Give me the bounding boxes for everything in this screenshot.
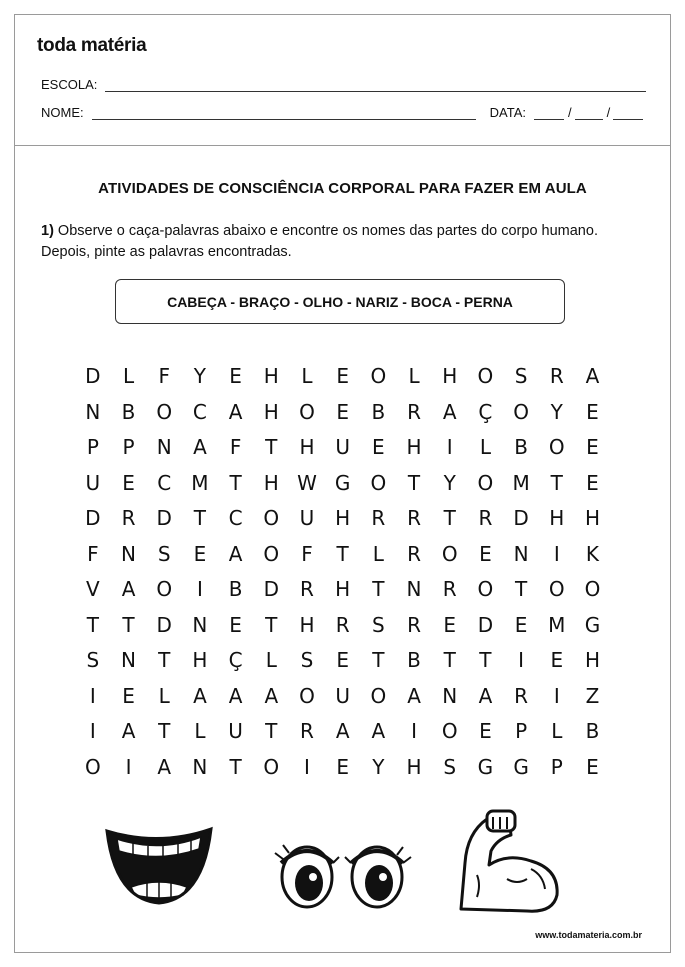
grid-letter[interactable]: O — [548, 577, 565, 601]
grid-row — [75, 643, 610, 679]
grid-letter[interactable]: R — [371, 506, 386, 530]
grid-letter[interactable]: A — [371, 719, 386, 743]
grid-letter[interactable]: O — [477, 364, 494, 388]
grid-row — [75, 608, 610, 644]
grid-letter[interactable]: R — [514, 683, 529, 708]
grid-letter[interactable]: A — [335, 719, 350, 743]
grid-letter[interactable]: U — [335, 683, 350, 708]
grid-letter[interactable]: T — [86, 612, 99, 637]
grid-letter[interactable]: I — [304, 754, 310, 779]
grid-letter[interactable]: B — [585, 719, 600, 743]
grid-letter[interactable]: T — [122, 612, 135, 637]
grid-letter[interactable]: O — [370, 683, 387, 708]
grid-letter[interactable]: I — [411, 719, 417, 743]
grid-letter[interactable]: A — [228, 541, 243, 566]
nome-data-field — [41, 105, 646, 120]
grid-letter[interactable]: O — [263, 506, 280, 530]
grid-letter[interactable]: I — [553, 541, 560, 566]
date-separator: / — [606, 105, 611, 120]
grid-letter[interactable]: T — [265, 719, 278, 743]
grid-letter[interactable]: B — [407, 648, 421, 672]
grid-letter[interactable]: E — [514, 612, 528, 637]
grid-letter[interactable]: E — [193, 541, 207, 566]
grid-letter[interactable]: E — [229, 364, 242, 388]
grid-letter[interactable]: H — [263, 470, 279, 495]
grid-letter[interactable]: B — [514, 435, 528, 459]
grid-letter[interactable]: L — [408, 364, 420, 388]
grid-letter[interactable]: R — [407, 506, 421, 530]
grid-letter[interactable]: T — [479, 648, 492, 672]
grid-letter[interactable]: U — [299, 506, 315, 530]
grid-letter[interactable]: R — [121, 506, 136, 530]
page-title: ATIVIDADES DE CONSCIÊNCIA CORPORAL PARA FAZER EM AULA — [98, 180, 587, 197]
grid-letter[interactable]: N — [156, 435, 172, 459]
data-day-line[interactable] — [534, 107, 564, 120]
grid-letter[interactable]: Y — [372, 754, 385, 779]
grid-row — [75, 430, 610, 466]
data-label: DATA: — [489, 105, 526, 120]
grid-letter[interactable]: G — [584, 612, 601, 637]
grid-letter[interactable]: T — [443, 648, 456, 672]
grid-letter[interactable]: T — [514, 577, 528, 601]
grid-letter[interactable]: R — [407, 399, 421, 424]
grid-letter[interactable]: V — [86, 577, 100, 601]
grid-letter[interactable]: H — [263, 399, 279, 424]
grid-letter[interactable]: A — [193, 683, 207, 708]
data-month-line[interactable] — [575, 107, 603, 120]
grid-letter[interactable]: E — [586, 435, 599, 459]
grid-letter[interactable]: I — [518, 648, 525, 672]
grid-letter[interactable]: O — [441, 541, 458, 566]
grid-letter[interactable]: T — [336, 541, 349, 566]
grid-letter[interactable]: P — [550, 754, 563, 779]
grid-letter[interactable]: S — [157, 541, 171, 566]
grid-letter[interactable]: O — [156, 577, 173, 601]
grid-letter[interactable]: H — [263, 364, 279, 388]
grid-letter[interactable]: E — [336, 754, 349, 779]
grid-letter[interactable]: O — [156, 399, 173, 424]
grid-letter[interactable]: S — [514, 364, 528, 388]
grid-letter[interactable]: A — [442, 399, 457, 424]
grid-letter[interactable]: U — [335, 435, 350, 459]
header — [15, 15, 670, 146]
grid-letter[interactable]: T — [229, 470, 242, 495]
grid-letter[interactable]: N — [406, 577, 422, 601]
grid-letter[interactable]: R — [442, 577, 457, 601]
grid-letter[interactable]: R — [335, 612, 350, 637]
grid-letter[interactable]: L — [551, 719, 563, 743]
grid-letter[interactable]: L — [122, 364, 135, 388]
grid-letter[interactable]: D — [156, 612, 172, 637]
grid-letter[interactable]: H — [442, 364, 458, 388]
grid-letter[interactable]: S — [86, 648, 100, 672]
escola-label: ESCOLA: — [41, 77, 98, 92]
grid-letter[interactable]: I — [553, 683, 560, 708]
grid-row — [75, 714, 610, 750]
grid-letter[interactable]: S — [443, 754, 457, 779]
grid-letter[interactable]: A — [121, 719, 136, 743]
grid-letter[interactable]: T — [372, 577, 385, 601]
grid-letter[interactable]: E — [336, 364, 349, 388]
grid-letter[interactable]: P — [515, 719, 528, 743]
grid-letter[interactable]: M — [548, 612, 566, 637]
word-search-grid — [75, 359, 610, 785]
grid-letter[interactable]: A — [157, 754, 172, 779]
grid-letter[interactable]: N — [121, 541, 137, 566]
grid-row — [75, 395, 610, 431]
grid-letter[interactable]: H — [406, 435, 422, 459]
grid-letter[interactable]: E — [550, 648, 564, 672]
grid-letter[interactable]: O — [548, 435, 565, 459]
grid-letter[interactable]: E — [586, 399, 599, 424]
grid-letter[interactable]: D — [263, 577, 279, 601]
grid-letter[interactable]: B — [371, 399, 386, 424]
grid-row — [75, 501, 610, 537]
word-list-box — [115, 279, 565, 324]
grid-letter[interactable]: O — [263, 541, 280, 566]
grid-letter[interactable]: N — [85, 399, 101, 424]
grid-letter[interactable]: R — [407, 541, 421, 566]
flexed-arm-icon — [447, 805, 567, 915]
grid-letter[interactable]: Y — [443, 470, 456, 495]
grid-letter[interactable]: L — [301, 364, 313, 388]
grid-letter[interactable]: N — [121, 648, 137, 672]
grid-letter[interactable]: G — [513, 754, 529, 779]
grid-letter[interactable]: H — [299, 435, 315, 459]
grid-letter[interactable]: F — [158, 364, 170, 388]
grid-letter[interactable]: N — [192, 754, 208, 779]
grid-letter[interactable]: D — [85, 364, 101, 388]
grid-row — [75, 572, 610, 608]
grid-letter[interactable]: O — [263, 754, 280, 779]
question-1 — [41, 221, 641, 263]
grid-letter[interactable]: E — [336, 399, 349, 424]
grid-letter[interactable]: E — [229, 612, 242, 637]
grid-letter[interactable]: O — [584, 577, 601, 601]
question-number: 1) — [41, 223, 54, 239]
grid-letter[interactable]: D — [513, 506, 529, 530]
grid-letter[interactable]: A — [585, 364, 600, 388]
question-text: Observe o caça-palavras abaixo e encontre os nomes das partes do corpo humano. Depois, pinte as palavras encontradas. — [41, 223, 598, 260]
grid-letter[interactable]: D — [156, 506, 172, 530]
grid-letter[interactable]: F — [301, 541, 313, 566]
grid-row — [75, 750, 610, 786]
date-separator: / — [567, 105, 572, 120]
grid-letter[interactable]: T — [193, 506, 207, 530]
grid-letter[interactable]: H — [299, 612, 315, 637]
mouth-icon — [103, 825, 215, 907]
website-url: www.todamateria.com.br — [535, 930, 642, 940]
grid-letter[interactable]: S — [371, 612, 385, 637]
nome-label: NOME: — [41, 105, 84, 120]
nome-line[interactable] — [92, 107, 476, 120]
grid-letter[interactable]: L — [194, 719, 206, 743]
grid-row — [75, 537, 610, 573]
grid-letter[interactable]: M — [191, 470, 209, 495]
grid-letter[interactable]: A — [193, 435, 207, 459]
grid-letter[interactable]: R — [478, 506, 493, 530]
grid-letter[interactable]: O — [441, 719, 458, 743]
grid-letter[interactable]: I — [446, 435, 453, 459]
grid-letter[interactable]: Y — [550, 399, 563, 424]
grid-letter[interactable]: E — [122, 683, 135, 708]
grid-letter[interactable]: R — [407, 612, 421, 637]
grid-letter[interactable]: Z — [585, 683, 600, 708]
grid-letter[interactable]: I — [89, 719, 96, 743]
grid-letter[interactable]: R — [300, 719, 314, 743]
grid-letter[interactable]: R — [549, 364, 564, 388]
grid-row — [75, 359, 610, 395]
grid-letter[interactable]: T — [265, 435, 278, 459]
grid-letter[interactable]: B — [121, 399, 136, 424]
grid-letter[interactable]: L — [479, 435, 491, 459]
escola-field — [41, 77, 646, 92]
grid-letter[interactable]: N — [192, 612, 208, 637]
word-list: CABEÇA - BRAÇO - OLHO - NARIZ - BOCA - PERNA — [167, 293, 513, 310]
grid-letter[interactable]: T — [158, 648, 171, 672]
grid-letter[interactable]: O — [84, 754, 101, 779]
grid-letter[interactable]: A — [121, 577, 136, 601]
grid-letter[interactable]: F — [87, 541, 99, 566]
grid-letter[interactable]: T — [407, 470, 421, 495]
grid-letter[interactable]: M — [512, 470, 530, 495]
grid-row — [75, 679, 610, 715]
grid-letter[interactable]: T — [229, 754, 242, 779]
grid-letter[interactable]: O — [299, 399, 315, 424]
grid-letter[interactable]: E — [336, 648, 349, 672]
grid-letter[interactable]: C — [157, 470, 172, 495]
grid-letter[interactable]: O — [370, 364, 387, 388]
grid-letter[interactable]: S — [300, 648, 314, 672]
grid-letter[interactable]: T — [265, 612, 278, 637]
grid-letter[interactable]: A — [264, 683, 279, 708]
grid-letter[interactable]: E — [586, 470, 599, 495]
grid-letter[interactable]: C — [192, 399, 207, 424]
grid-letter[interactable]: P — [86, 435, 99, 459]
grid-letter[interactable]: E — [122, 470, 135, 495]
grid-letter[interactable]: D — [85, 506, 101, 530]
grid-letter[interactable]: E — [479, 541, 492, 566]
grid-letter[interactable]: A — [478, 683, 493, 708]
grid-letter[interactable]: T — [158, 719, 171, 743]
escola-line[interactable] — [105, 79, 646, 92]
grid-letter[interactable]: H — [335, 577, 351, 601]
grid-letter[interactable]: Ç — [228, 648, 243, 672]
grid-letter[interactable]: O — [299, 683, 315, 708]
grid-letter[interactable]: L — [158, 683, 170, 708]
grid-letter[interactable]: P — [122, 435, 135, 459]
grid-letter[interactable]: O — [477, 577, 494, 601]
grid-letter[interactable]: H — [584, 506, 600, 530]
grid-letter[interactable]: A — [228, 683, 243, 708]
grid-letter[interactable]: O — [370, 470, 387, 495]
grid-letter[interactable]: H — [549, 506, 565, 530]
grid-letter[interactable]: Y — [193, 364, 207, 388]
grid-letter[interactable]: K — [585, 541, 600, 566]
grid-letter[interactable]: T — [443, 506, 456, 530]
grid-letter[interactable]: F — [229, 435, 242, 459]
grid-letter[interactable]: H — [192, 648, 208, 672]
grid-letter[interactable]: H — [406, 754, 422, 779]
grid-letter[interactable]: G — [477, 754, 494, 779]
grid-letter[interactable]: A — [407, 683, 421, 708]
grid-letter[interactable]: H — [335, 506, 351, 530]
grid-letter[interactable]: E — [586, 754, 599, 779]
grid-letter[interactable]: D — [477, 612, 494, 637]
grid-letter[interactable]: T — [372, 648, 385, 672]
grid-letter[interactable]: R — [300, 577, 314, 601]
grid-letter[interactable]: U — [85, 470, 101, 495]
grid-letter[interactable]: N — [513, 541, 529, 566]
grid-letter[interactable]: W — [297, 470, 317, 495]
grid-letter[interactable]: L — [265, 648, 277, 672]
grid-letter[interactable]: H — [584, 648, 600, 672]
grid-letter[interactable]: E — [443, 612, 457, 637]
grid-letter[interactable]: I — [89, 683, 96, 708]
grid-letter[interactable]: B — [228, 577, 243, 601]
grid-letter[interactable]: G — [334, 470, 351, 495]
grid-letter[interactable]: U — [228, 719, 243, 743]
grid-letter[interactable]: E — [372, 435, 385, 459]
grid-row — [75, 466, 610, 502]
grid-letter[interactable]: L — [372, 541, 384, 566]
data-year-line[interactable] — [613, 107, 643, 120]
grid-letter[interactable]: Ç — [478, 399, 493, 424]
grid-letter[interactable]: O — [513, 399, 529, 424]
grid-letter[interactable]: I — [125, 754, 132, 779]
grid-letter[interactable]: E — [479, 719, 492, 743]
grid-letter[interactable]: T — [550, 470, 563, 495]
grid-letter[interactable]: N — [442, 683, 458, 708]
grid-letter[interactable]: A — [228, 399, 243, 424]
worksheet — [14, 14, 671, 953]
grid-letter[interactable]: C — [228, 506, 243, 530]
grid-letter[interactable]: O — [477, 470, 494, 495]
grid-letter[interactable]: I — [196, 577, 203, 601]
brand-logo: toda matéria — [37, 35, 147, 56]
eyes-icon — [267, 827, 417, 912]
